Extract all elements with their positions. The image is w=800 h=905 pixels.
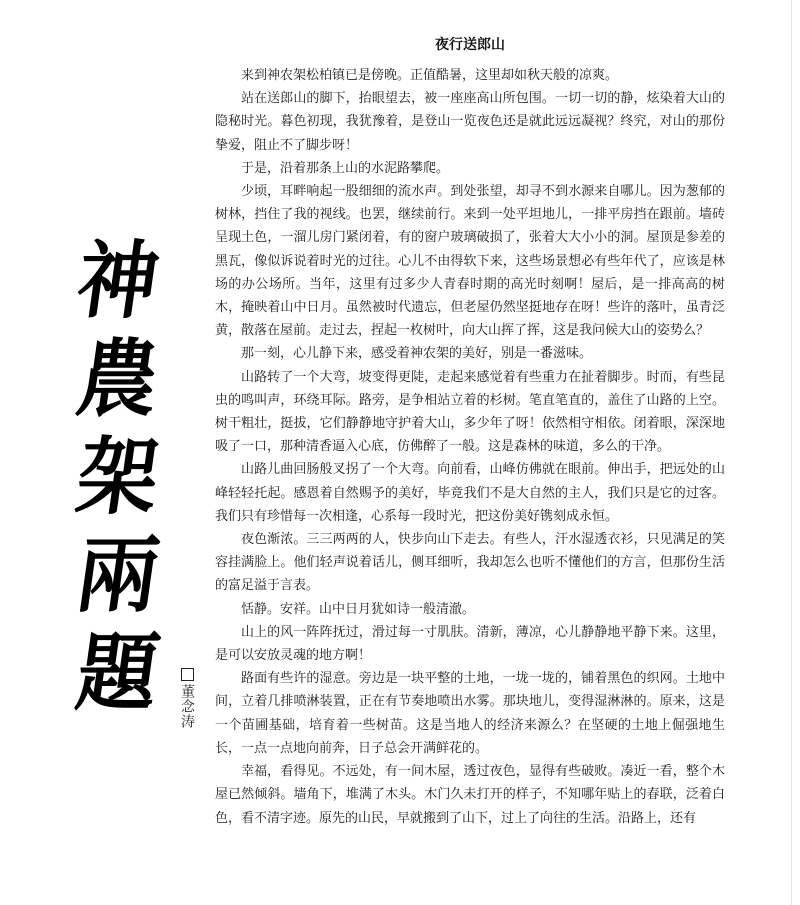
paragraph: 路面有些许的湿意。旁边是一块平整的土地，一垅一垅的，铺着黑色的织网。土地中间，立着几排喷淋装置，正在有节奏地喷出水雾。那块地儿，变得湿淋淋的。原来，这是一个苗圃基础，培育着一些树苗。这是当地人的经济来源么？在坚硬的土地上倔强地生长，一点一点地向前奔，日子总会开满鲜花的。 [215, 671, 725, 756]
paragraph: 少顷，耳畔响起一股细细的流水声。到处张望，却寻不到水源来自哪儿。因为葱郁的树林，挡住了我的视线。也罢，继续前行。来到一处平坦地儿，一排平房挡在跟前。墙砖呈现土色，一溜儿房门紧闭着，有的窗户玻璃破损了，张着大大小小的洞。屋顶是参差的黑瓦，像似诉说着时光的过往。心儿不由得软下来，这些场景想必有些年代了，应该是林场的办公场所。当年，这里有过多少人青春时期的高光时刻啊！屋后，是一排高高的树木，掩映着山中日月。虽然被时代遗忘，但老屋仍然坚挺地存在呀！些许的落叶，虽青泛黄，散落在屋前。走过去，捏起一枚树叶，向大山挥了挥，这是我问候大山的姿势么？ [215, 184, 725, 339]
article-title: 夜行送郎山 [435, 37, 505, 53]
paragraph: 那一刻，心儿静下来，感受着神农架的美好，别是一番滋味。 [241, 346, 593, 362]
byline-box-icon [181, 668, 194, 681]
paragraph: 夜色渐浓。三三两两的人，快步向山下走去。有些人，汗水湿透衣衫，只见满足的笑容挂满脸上。他们轻声说着话儿，侧耳细听，我却怎么也听不懂他们的方言，但那份生活的富足溢于言表。 [215, 532, 725, 594]
page-edge-divider [791, 0, 792, 905]
calligraphy-char-3: 架 [71, 427, 163, 526]
paragraph: 山路转了一个大弯，坡变得更陡，走起来感觉着有些重力在扯着脚步。时而，有些昆虫的鸣叫声，环绕耳际。路旁，是争相站立着的杉树。笔直笔直的，盖住了山路的上空。树干粗壮，挺拔，它们静静地守护着大山，多少年了呀！依然相守相依。闭着眼，深深地吸了一口，那种清香逼入心底，仿佛醉了一般。这是森林的味道，多么的干净。 [215, 369, 725, 455]
paragraph: 恬静。安祥。山中日月犹如诗一般清澈。 [241, 601, 476, 617]
paragraph: 山路儿曲回肠般叉拐了一个大弯。向前看，山峰仿佛就在眼前。伸出手，把远处的山峰轻轻托起。感恩着自然赐予的美好，毕竟我们不是大自然的主人，我们只是它的过客。我们只有珍惜每一次相逢，心系每一段时光，把这份美好镌刻成永恒。 [215, 462, 725, 524]
author-byline [178, 668, 196, 729]
calligraphy-char-2: 農 [71, 329, 163, 428]
calligraphy-char-1: 神 [71, 231, 163, 330]
article-body [215, 64, 725, 830]
calligraphy-char-5: 題 [71, 623, 163, 722]
author-name: 董念涛 [179, 684, 195, 729]
paragraph: 山上的风一阵阵抚过，滑过每一寸肌肤。清新，薄凉，心儿静静地平静下来。这里，是可以安放灵魂的地方啊！ [215, 624, 725, 664]
calligraphy-title [62, 232, 172, 722]
calligraphy-char-4: 兩 [71, 525, 163, 624]
paragraph: 站在送郎山的脚下，抬眼望去，被一座座高山所包围。一切一切的静，炫染着大山的隐秘时光。暮色初现，我犹豫着，是登山一览夜色还是就此远远凝视？终究，对山的那份挚爱，阻止不了脚步呀！ [215, 91, 725, 153]
paragraph: 于是，沿着那条上山的水泥路攀爬。 [241, 160, 450, 176]
paragraph: 幸福，看得见。不远处，有一间木屋，透过夜色，显得有些破败。凑近一看，整个木屋已然倾斜。墙角下，堆满了木头。木门久未打开的样子，不知哪年贴上的春联，泛着白色，看不清字迹。原先的山民，早就搬到了山下，过上了向往的生活。沿路上，还有 [215, 764, 725, 826]
paragraph: 来到神农架松柏镇已是傍晚。正值酷暑，这里却如秋天般的凉爽。 [241, 68, 619, 83]
